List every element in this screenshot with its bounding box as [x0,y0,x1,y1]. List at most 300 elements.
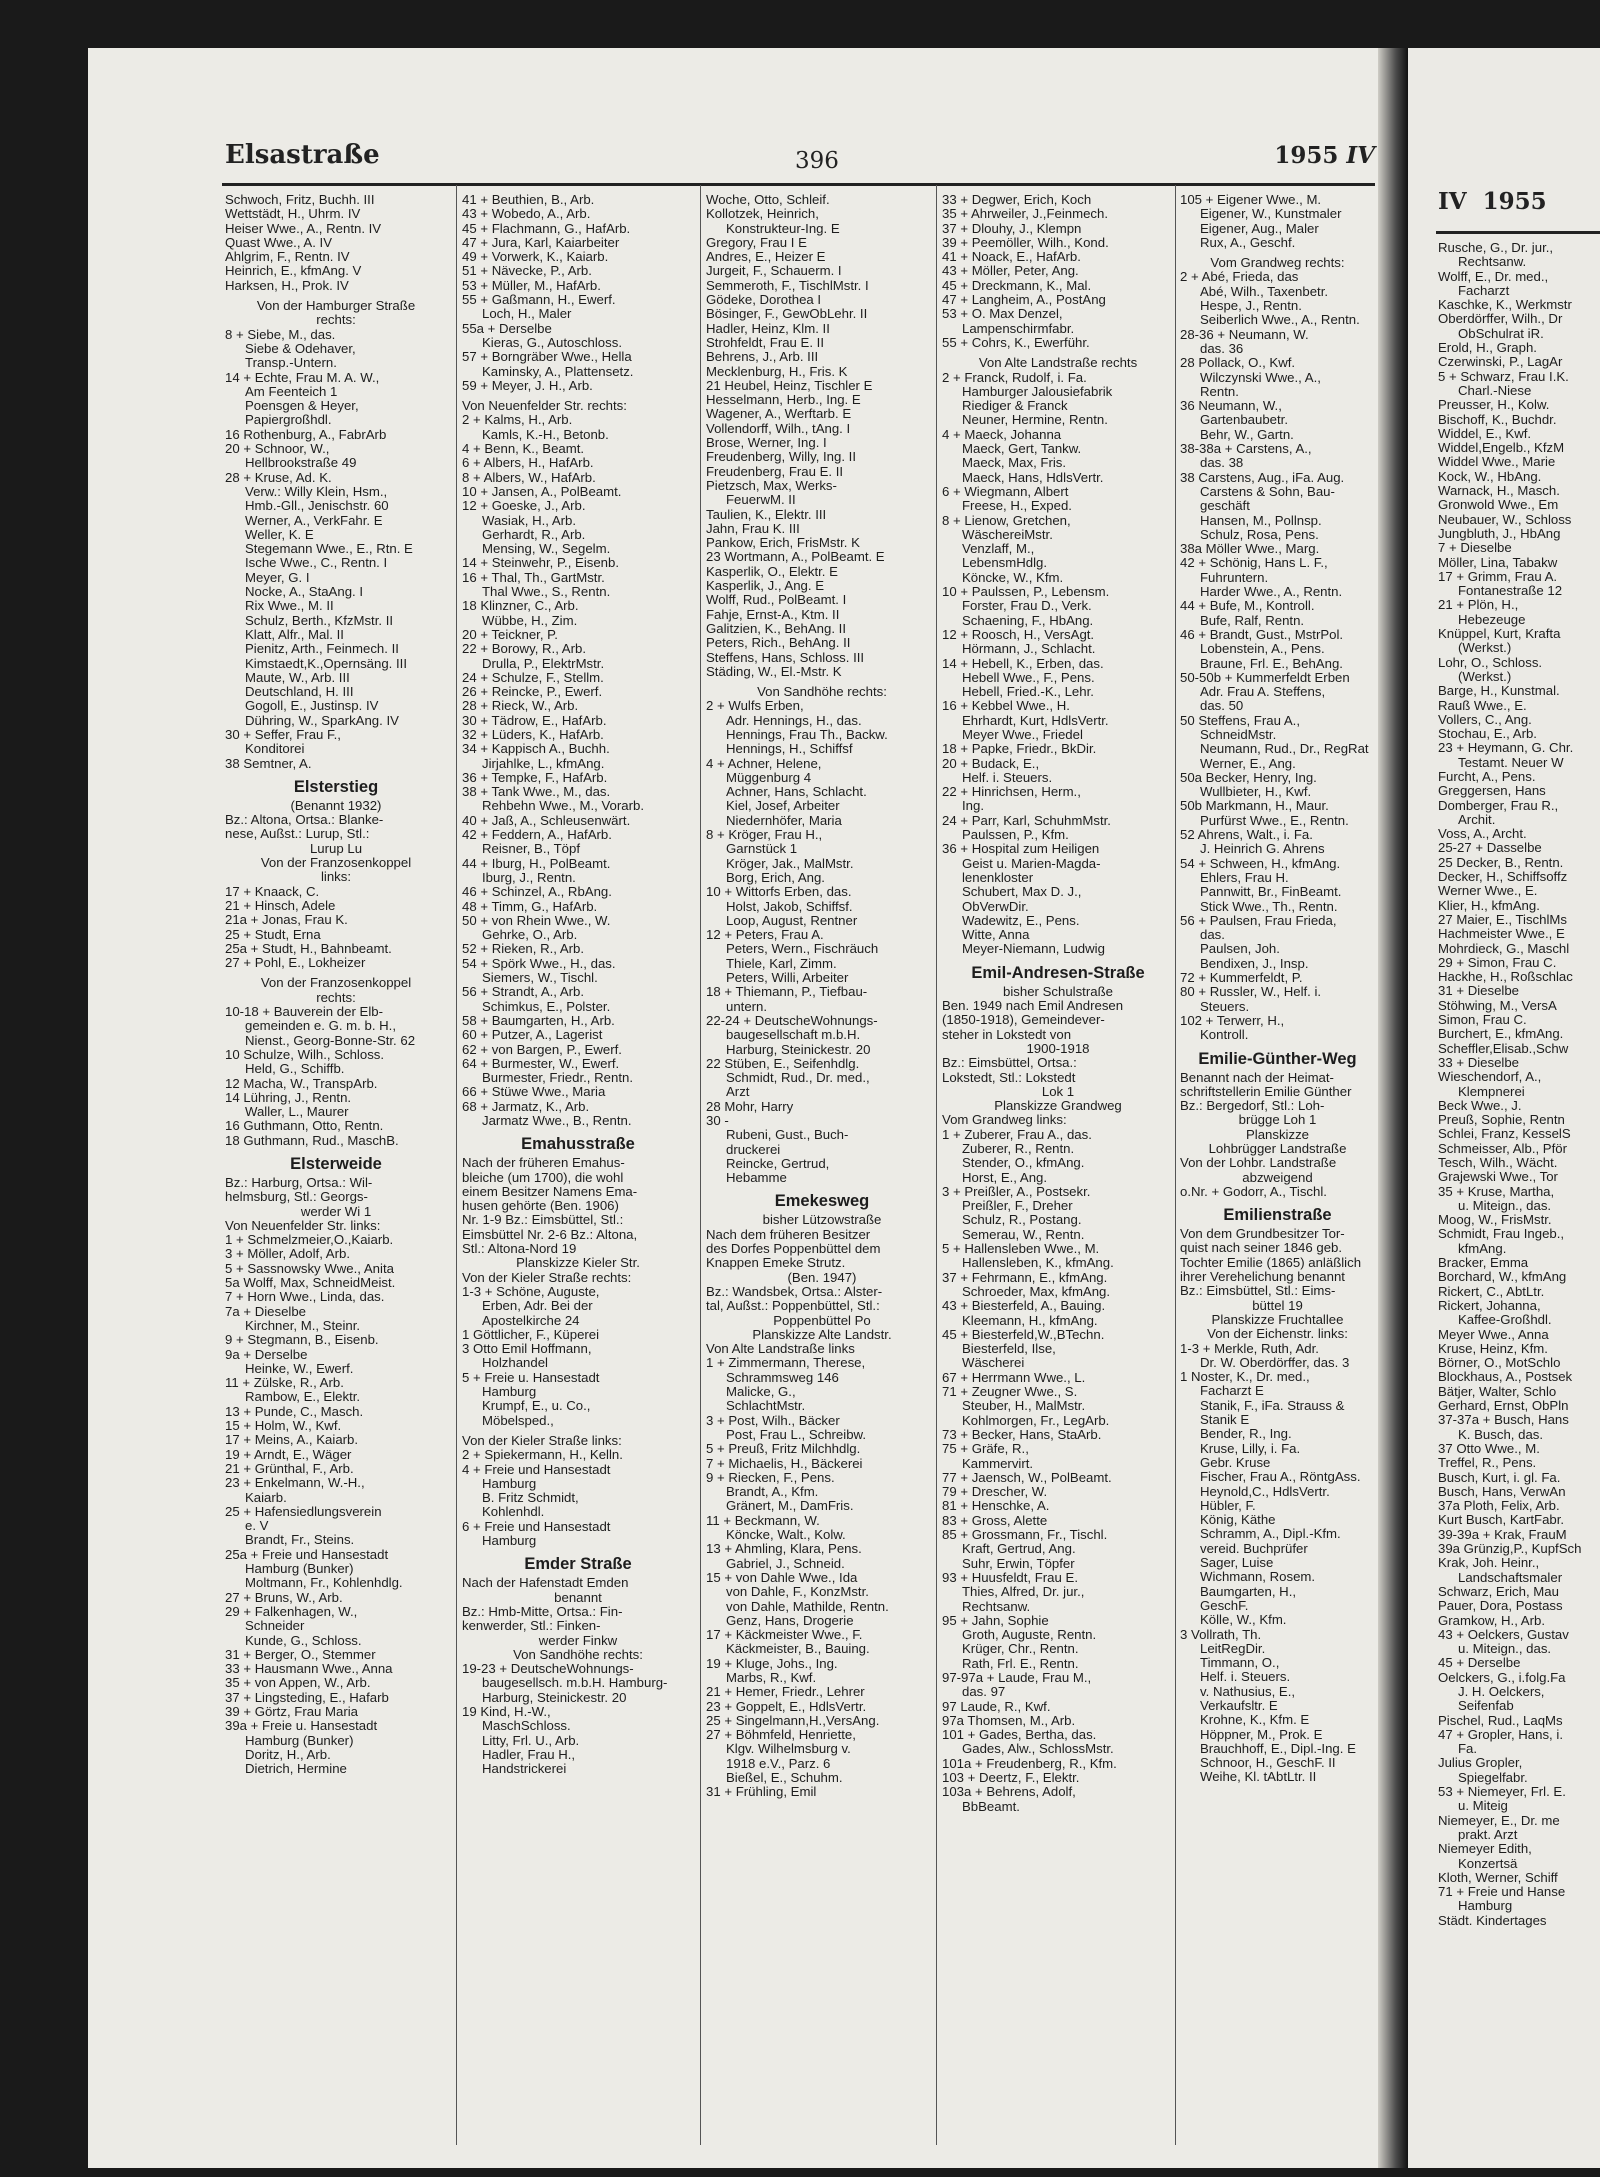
directory-entry: Kaiarb. [245,1489,287,1505]
directory-entry: Burchert, E., kfmAng. [1438,1026,1564,1042]
directory-entry: 59 + Meyer, J. H., Arb. [462,377,593,393]
directory-entry: Paulsen, Joh. [1200,941,1280,957]
directory-entry: 105 + Eigener Wwe., M. [1180,193,1322,207]
directory-entry: Von der Hamburger Straße [256,298,416,314]
directory-entry: abzweigend [1242,1169,1313,1185]
directory-entry: Stanik E [1200,1412,1250,1428]
directory-entry: 12 Macha, W., TranspArb. [225,1075,378,1091]
directory-entry: Groth, Auguste, Rentn. [962,1627,1097,1643]
directory-entry: husen gehörte (Ben. 1906) [462,1198,619,1214]
directory-entry: Widdel Wwe., Marie [1438,454,1556,470]
directory-entry: Kraft, Gertrud, Ang. [962,1541,1076,1557]
directory-entry: Hamburg [1458,1898,1513,1914]
directory-entry: Testamt. Neuer W [1458,754,1564,770]
directory-entry: u. Miteig [1458,1798,1508,1814]
directory-entry: v. Nathusius, E., [1200,1683,1296,1699]
directory-entry: 2 + Spiekermann, H., Kelln. [462,1447,623,1463]
directory-entry: 2 + Abé, Frieda, das [1180,269,1299,285]
directory-entry: Harburg, Steinickestr. 20 [726,1041,871,1057]
directory-entry: Ing. [962,798,984,814]
directory-entry: Preißler, F., Dreher [962,1198,1073,1214]
directory-entry: Hadler, Heinz, Klm. II [706,320,830,336]
directory-entry: Widdel,Engelb., KfzM [1438,440,1565,456]
directory-entry: 42 + Feddern, A., HafArb. [462,827,612,843]
directory-entry: Apostelkirche 24 [482,1312,580,1328]
directory-entry: Rusche, G., Dr. jur., [1438,241,1554,255]
directory-entry: Riediger & Franck [962,398,1068,414]
directory-entry: Gronwold Wwe., Em [1438,497,1559,513]
directory-entry: 79 + Drescher, W. [942,1484,1048,1500]
directory-entry: 97 Laude, R., Kwf. [942,1698,1051,1714]
directory-entry: Hebell Wwe., F., Pens. [962,669,1095,685]
directory-entry: Kiel, Josef, Arbeiter [726,798,840,814]
directory-entry: Planskizze Grandweg [994,1098,1122,1114]
directory-entry: Planskizze [1245,1126,1310,1142]
directory-entry: 50-50b + Kummerfeldt Erben [1180,669,1350,685]
directory-entry: 18 + Papke, Friedr., BkDir. [942,741,1097,757]
directory-entry: BbBeamt. [962,1798,1020,1814]
directory-entry: 73 + Becker, Hans, StaArb. [942,1426,1102,1442]
directory-entry: Horst, E., Ang. [962,1169,1048,1185]
column-1 [225,193,447,2143]
directory-entry: das. 97 [962,1684,1006,1700]
directory-entry: helmsburg, Stl.: Georgs- [225,1189,368,1205]
directory-entry: Taulien, K., Elektr. III [706,506,827,522]
directory-entry: Rickert, Johanna, [1438,1297,1541,1313]
directory-entry: Achner, Hans, Schlacht. [726,784,867,800]
directory-entry: 33 + Dieselbe [1438,1054,1520,1070]
directory-entry: Steuers. [1200,998,1250,1014]
directory-entry: Harder Wwe., A., Rentn. [1200,584,1343,600]
directory-entry: 72 + Kummerfeldt, P. [1180,970,1303,986]
directory-entry: Neuner, Hermine, Rentn. [962,412,1108,428]
directory-entry: (Ben. 1947) [787,1269,857,1285]
directory-entry: Reincke, Gertrud, [726,1155,830,1171]
directory-entry: Niedernhöfer, Maria [726,812,842,828]
right-column [1438,241,1600,2168]
directory-entry: Doritz, H., Arb. [245,1746,331,1762]
directory-entry: 39 + Görtz, Frau Maria [225,1703,359,1719]
directory-entry: Gabriel, J., Schneid. [726,1555,845,1571]
directory-entry: Heiser Wwe., A., Rentn. IV [225,220,382,236]
directory-entry: 17 + Grimm, Frau A. [1438,568,1558,584]
directory-entry: B. Fritz Schmidt, [482,1490,579,1506]
directory-entry: Abé, Wilh., Taxenbetr. [1200,283,1329,299]
directory-entry: 43 + Möller, Peter, Ang. [942,263,1079,279]
directory-entry: Hamburg [482,1533,537,1549]
directory-entry: Galitzien, K., BehAng. II [706,620,847,636]
directory-entry: 55a + Derselbe [462,320,552,336]
directory-entry: 49 + Vorwerk, K., Kaiarb. [462,249,609,265]
directory-entry: Bendixen, J., Insp. [1200,955,1309,971]
directory-entry: 71 + Freie und Hanse [1438,1884,1566,1900]
directory-entry: Wäscherei [962,1355,1025,1371]
directory-entry: Siemers, W., Tischl. [482,970,598,986]
directory-entry: Quast Wwe., A. IV [225,234,332,250]
directory-entry: Hellbrookstraße 49 [245,455,357,471]
directory-entry: 64 + Burmester, W., Ewerf. [462,1055,620,1071]
directory-entry: K. Busch, das. [1458,1426,1544,1442]
directory-entry: Peters, Rich., BehAng. II [706,635,851,651]
directory-entry: 45 + Biesterfeld,W.,BTechn. [942,1326,1105,1342]
directory-entry: Kloth, Werner, Schiff [1438,1869,1558,1885]
directory-entry: Kröger, Jak., MalMstr. [726,855,854,871]
directory-entry: Möbelsped., [482,1412,554,1428]
directory-entry: von Dahle, F., KonzMstr. [726,1584,869,1600]
directory-entry: Hackhe, H., Roßschlac [1438,969,1573,985]
directory-entry: u. Miteign., das. [1458,1641,1552,1657]
directory-entry: Rechtsanw. [1458,254,1527,270]
directory-entry: Planskizze Kieler Str. [516,1255,640,1271]
directory-entry: Landschaftsmaler [1458,1569,1563,1585]
directory-entry: Schulz, Berth., KfzMstr. II [245,612,394,628]
directory-entry: 81 + Henschke, A. [942,1498,1050,1514]
directory-entry: 44 + Bufe, M., Kontroll. [1180,598,1315,614]
directory-entry: 41 + Noack, E., HafArb. [942,249,1081,265]
directory-entry: Furcht, A., Pens. [1438,768,1536,784]
directory-entry: Rauß Wwe., E. [1438,697,1527,713]
directory-entry: lenenkloster [962,869,1034,885]
directory-entry: (Werkst.) [1458,640,1512,656]
directory-entry: brügge Loh 1 [1238,1112,1317,1128]
directory-entry: 56 + Paulsen, Frau Frieda, [1180,912,1337,928]
directory-entry: 37 + Fehrmann, E., kfmAng. [942,1269,1108,1285]
directory-entry: 3 + Möller, Adolf, Arb. [225,1246,350,1262]
directory-entry: Gerhardt, R., Arb. [482,526,586,542]
directory-entry: Eigener, W., Kunstmaler [1200,206,1342,222]
directory-entry: 5 + Freie u. Hansestadt [462,1369,600,1385]
directory-entry: Nach der Hafenstadt Emden [462,1575,629,1591]
directory-entry: 54 + Spörk Wwe., H., das. [462,955,616,971]
directory-entry: 37-37a + Busch, Hans [1438,1412,1569,1428]
directory-entry: 58 + Baumgarten, H., Arb. [462,1012,615,1028]
directory-entry: werder Wi 1 [300,1203,372,1219]
directory-entry: 23 Wortmann, A., PolBeamt. E [706,549,885,565]
directory-entry: 25 + Hafensiedlungsverein [225,1503,382,1519]
directory-entry: Siebe & Odehaver, [245,340,356,356]
directory-entry: Oberdörffer, Wilh., Dr [1438,311,1563,327]
directory-entry: Witte, Anna [962,927,1030,943]
directory-entry: 45 + Dreckmann, K., Mal. [942,277,1092,293]
directory-entry: Rux, A., Geschf. [1200,234,1296,250]
directory-entry: Von Sandhöhe rechts: [757,684,887,700]
directory-entry: 47 + Gropler, Hans, i. [1438,1726,1563,1742]
directory-entry: 20 + Budack, E., [942,755,1040,771]
directory-entry: 18 Guthmann, Rud., MaschB. [225,1132,399,1148]
directory-entry: Kimstaedt,K.,Opernsäng. III [245,655,407,671]
directory-entry: Schwoch, Fritz, Buchh. III [225,193,375,207]
directory-entry: 4 + Freie und Hansestadt [462,1461,611,1477]
directory-entry: Hespe, J., Rentn. [1200,298,1302,314]
directory-entry: des Dorfes Poppenbüttel dem [706,1241,881,1257]
directory-entry: 41 + Beuthien, B., Arb. [462,193,595,207]
directory-entry: Erben, Adr. Bei der [482,1298,593,1314]
directory-entry: Heinrich, E., kfmAng. V [225,263,362,279]
directory-entry: Tochter Emilie (1865) anläßlich [1180,1254,1362,1270]
directory-entry: 39a Grünzig,P., KupfSch [1438,1541,1582,1557]
directory-entry: werder Finkw [538,1632,618,1648]
directory-entry: Hmb.-Gll., Jenischstr. 60 [245,498,389,514]
directory-entry: 50 + von Rhein Wwe., W. [462,912,611,928]
directory-entry: 21a + Jonas, Frau K. [225,912,348,928]
directory-entry: 3 Otto Emil Hoffmann, [462,1341,592,1357]
directory-entry: Facharzt [1458,282,1510,298]
directory-entry: 55 + Cohrs, K., Ewerführ. [942,334,1090,350]
directory-entry: 25a + Freie und Hansestadt [225,1546,389,1562]
directory-entry: 46 + Brandt, Gust., MstrPol. [1180,626,1344,642]
directory-entry: Hadler, Frau H., [482,1746,576,1762]
directory-entry: Kruse, Heinz, Kfm. [1438,1340,1548,1356]
directory-entry: 22 + Borowy, R., Arb. [462,641,586,657]
directory-entry: 1-3 + Merkle, Ruth, Adr. [1180,1340,1319,1356]
directory-entry: Bz.: Eimsbüttel, Ortsa.: [942,1055,1077,1071]
directory-entry: Spiegelfabr. [1458,1769,1528,1785]
directory-entry: 28 Pollack, O., Kwf. [1180,355,1296,371]
directory-entry: Bz.: Altona, Ortsa.: Blanke- [225,812,384,828]
directory-entry: das. 36 [1200,340,1244,356]
directory-entry: Kohlmorgen, Fr., LegArb. [962,1412,1110,1428]
directory-entry: Mecklenburg, H., Fris. K [706,363,848,379]
directory-entry: Widdel, E., Kwf. [1438,425,1532,441]
column-divider [700,185,701,2145]
directory-entry: Deutschland, H. III [245,684,354,700]
directory-entry: das. 50 [1200,698,1244,714]
directory-entry: Schrammsweg 146 [726,1369,839,1385]
directory-entry: Stl.: Altona-Nord 19 [462,1241,577,1257]
directory-entry: Hamburg [482,1384,537,1400]
directory-entry: 23 + Enkelmann, W.-H., [225,1475,365,1491]
directory-entry: 52 + Rieken, R., Arb. [462,941,585,957]
directory-entry: Erold, H., Graph. [1438,340,1537,356]
directory-entry: 7 + Michaelis, H., Bäckerei [706,1455,863,1471]
directory-entry: Loop, August, Rentner [726,912,858,928]
directory-entry: 11 + Zülske, R., Arb. [225,1375,344,1391]
directory-entry: Von dem Grundbesitzer Tor- [1180,1226,1345,1242]
directory-entry: Helf. i. Steuers. [1200,1669,1291,1685]
directory-entry: kenwerder, Stl.: Finken- [462,1618,601,1634]
directory-entry: Genz, Hans, Drogerie [726,1612,854,1628]
directory-entry: Fuhruntern. [1200,569,1269,585]
directory-entry: Baumgarten, H., [1200,1583,1297,1599]
directory-entry: Gränert, M., DamFris. [726,1498,854,1514]
directory-entry: Jungbluth, J., HbAng [1438,525,1561,541]
directory-entry: 14 + Hebell, K., Erben, das. [942,655,1104,671]
directory-entry: Decker, H., Schiffsoffz [1438,869,1568,885]
directory-entry: Ehlers, Frau H. [1200,869,1289,885]
directory-entry: Steuber, H., MalMstr. [962,1398,1086,1414]
directory-entry: Kaminsky, A., Plattensetz. [482,363,634,379]
directory-entry: 50a Becker, Henry, Ing. [1180,769,1317,785]
directory-entry: Schlei, Franz, KesselS [1438,1126,1571,1142]
directory-entry: Schmidt, Rud., Dr. med., [726,1070,870,1086]
directory-entry: Harksen, H., Prok. IV [225,277,349,293]
directory-entry: 60 + Putzer, A., Lagerist [462,1027,603,1043]
directory-entry: rechts: [316,312,356,328]
directory-entry: 19-23 + DeutscheWohnungs- [462,1661,634,1677]
directory-entry: 38 Carstens, Aug., iFa. Aug. [1180,469,1345,485]
directory-entry: Wasiak, H., Arb. [482,512,577,528]
directory-entry: Jahn, Frau K. III [706,520,800,536]
directory-entry: bleiche (um 1700), die wohl [462,1169,624,1185]
directory-entry: Von Alte Landstraße links [706,1341,855,1357]
directory-entry: 31 + Dieselbe [1438,983,1520,999]
directory-entry: Thiele, Karl, Zimm. [726,955,837,971]
directory-entry: 1-3 + Schöne, Auguste, [462,1283,600,1299]
directory-entry: Transp.-Untern. [245,355,337,371]
directory-entry: Adr. Frau A. Steffens, [1200,684,1326,700]
directory-entry: 1 Noster, K., Dr. med., [1180,1369,1310,1385]
directory-entry: Strohfeldt, Frau E. II [706,334,825,350]
directory-entry: tal, Außst.: Poppenbüttel, Stl.: [706,1298,880,1314]
directory-entry: 67 + Herrmann Wwe., L. [942,1369,1086,1385]
directory-entry: Marbs, R., Kwf. [726,1669,817,1685]
directory-entry: von Dahle, Mathilde, Rentn. [726,1598,889,1614]
directory-entry: Suhr, Erwin, Töpfer [962,1555,1075,1571]
street-heading: Emekesweg [774,1192,870,1211]
directory-entry: (Benannt 1932) [290,797,382,813]
directory-entry: Planskizze Fruchtallee [1211,1311,1344,1327]
directory-entry: Von der Kieler Straße links: [462,1432,622,1448]
directory-entry: Poensgen & Heyer, [245,398,359,414]
directory-entry: Hebamme [726,1170,787,1186]
directory-entry: o.Nr. + Godorr, A., Tischl. [1180,1183,1327,1199]
directory-entry: 10 + Paulssen, P., Lebensm. [942,584,1110,600]
directory-entry: 17 + Knaack, C. [225,883,320,899]
directory-entry: Von der Lohbr. Landstraße [1180,1155,1337,1171]
directory-entry: Vollendorff, Wilh., tAng. I [706,420,851,436]
directory-entry: 30 + Seffer, Frau F., [225,726,341,742]
directory-entry: Köncke, W., Kfm. [962,569,1064,585]
directory-entry: Wieschendorf, A., [1438,1069,1542,1085]
directory-entry: Mensing, W., Segelm. [482,541,611,557]
directory-entry: Thal Wwe., S., Rentn. [482,584,611,600]
directory-entry: rechts: [316,989,356,1005]
directory-entry: 97a Thomsen, M., Arb. [942,1712,1076,1728]
directory-entry: Adr. Hennings, H., das. [726,712,862,728]
directory-entry: Hamburg [482,1475,537,1491]
directory-entry: Ahlgrim, F., Rentn. IV [225,249,350,265]
directory-entry: 19 Kind, H.-W., [462,1703,551,1719]
directory-entry: 37 + Dlouhy, J., Klempn [942,220,1082,236]
directory-entry: Venzlaff, M., [962,541,1035,557]
running-head-street: Elsastraße [225,140,380,170]
directory-entry: Stöhwing, M., VersA [1438,997,1557,1013]
directory-entry: Kaffee-Großhdl. [1458,1312,1552,1328]
directory-entry: 97-97a + Laude, Frau M., [942,1669,1092,1685]
directory-entry: Bischoff, K., Buchdr. [1438,411,1557,427]
directory-entry: 34 + Kappisch A., Buchh. [462,741,610,757]
directory-entry: Thies, Alfred, Dr. jur., [962,1584,1085,1600]
directory-entry: Schmidt, Frau Ingeb., [1438,1226,1565,1242]
directory-entry: Schwarz, Erich, Mau [1438,1583,1559,1599]
directory-entry: Schubert, Max D. J., [962,884,1082,900]
directory-entry: 35 + Ahrweiler, J.,Feinmech. [942,206,1109,222]
directory-entry: MaschSchloss. [482,1718,571,1734]
directory-entry: 39a + Freie u. Hansestadt [225,1718,378,1734]
directory-entry: 25 + Studt, Erna [225,926,321,942]
directory-entry: Fahje, Ernst-A., Ktm. II [706,606,840,622]
directory-entry: Held, G., Schiffb. [245,1061,345,1077]
directory-entry: 13 + Punde, C., Masch. [225,1403,364,1419]
directory-entry: Verkaufsltr. E [1200,1697,1278,1713]
directory-entry: Bätjer, Walter, Schlo [1438,1383,1557,1399]
directory-entry: 43 + Biesterfeld, A., Bauing. [942,1298,1106,1314]
directory-entry: Lok 1 [1041,1083,1075,1099]
directory-entry: 30 - [706,1113,729,1128]
directory-entry: Wadewitz, E., Pens. [962,912,1080,928]
directory-entry: SchlachtMstr. [726,1398,806,1414]
directory-entry: Fischer, Frau A., RöntgAss. [1200,1469,1361,1485]
directory-entry: Von der Kieler Straße rechts: [462,1269,632,1285]
directory-entry: 7a + Dieselbe [225,1303,307,1319]
directory-entry: druckerei [726,1141,781,1157]
directory-entry: 44 + Iburg, H., PolBeamt. [462,855,611,871]
directory-entry: Kammervirt. [962,1455,1034,1471]
directory-entry: 45 + Derselbe [1438,1655,1521,1671]
directory-entry: Preuß, Sophie, Rentn [1438,1112,1565,1128]
column-2 [462,193,694,2143]
directory-entry: Forster, Frau D., Verk. [962,598,1092,614]
directory-entry: 16 + Thal, Th., GartMstr. [462,569,605,585]
directory-entry: 23 + Goppelt, E., HdlsVertr. [706,1698,867,1714]
directory-entry: 24 + Parr, Karl, SchuhmMstr. [942,812,1111,828]
directory-entry: Rickert, C., AbtLtr. [1438,1283,1545,1299]
directory-entry: Helf. i. Steuers. [962,769,1053,785]
directory-entry: bisher Lützowstraße [762,1212,882,1228]
directory-entry: 38 + Tank Wwe., M., das. [462,784,611,800]
directory-entry: Meyer Wwe., Friedel [962,726,1083,742]
directory-entry: 52 Ahrens, Walt., i. Fa. [1180,827,1313,843]
running-head-year [1274,142,1375,169]
directory-entry: Krak, Joh. Heinr., [1438,1555,1540,1571]
directory-entry: Timmann, O., [1200,1655,1280,1671]
directory-entry: 35 + Kruse, Martha, [1438,1183,1555,1199]
directory-entry: Reisner, B., Töpf [482,841,580,857]
directory-entry: WäschereiMstr. [962,526,1053,542]
directory-entry: Bz.: Wandsbek, Ortsa.: Alster- [706,1283,883,1299]
column-divider [936,185,937,2145]
directory-entry: ihrer Verehelichung benannt [1180,1269,1345,1285]
directory-entry: nese, Außst.: Lurup, Stl.: [225,826,370,842]
directory-entry: 1 Göttlicher, F., Küperei [462,1326,600,1342]
directory-entry: Köncke, Walt., Kolw. [726,1527,846,1543]
directory-entry: Andres, E., Heizer E [706,249,826,265]
directory-entry: 20 + Schnoor, W., [225,441,330,457]
directory-entry: Bracker, Emma [1438,1255,1529,1271]
directory-entry: Jirjahlke, L., kfmAng. [482,755,605,771]
directory-entry: Börner, O., MotSchlo [1438,1355,1561,1371]
street-heading: Elsterweide [290,1155,382,1173]
directory-entry: Simon, Frau C. [1438,1012,1527,1028]
directory-entry: Kleemann, H., kfmAng. [962,1312,1098,1328]
street-heading: Emahusstraße [521,1135,635,1154]
directory-entry: Peters, Willi, Arbeiter [726,970,849,986]
directory-entry: 2 + Wulfs Erben, [706,698,804,714]
directory-entry: Klier, H., kfmAng. [1438,897,1540,913]
directory-entry: Lokstedt, Stl.: Lokstedt [942,1069,1076,1085]
directory-entry: Brandt, A., Kfm. [726,1484,819,1500]
directory-entry: Knappen Emeke Strutz. [706,1255,846,1271]
directory-entry: 37 + Lingsteding, E., Hafarb [225,1689,389,1705]
directory-entry: Werner, E., Ang. [1200,755,1296,771]
directory-entry: 25 + Singelmann,H.,VersAng. [706,1712,880,1728]
directory-entry: 14 + Steinwehr, P., Eisenb. [462,555,620,571]
directory-entry: Malicke, G., [726,1384,796,1400]
directory-entry: Busch, Hans, VerwAn [1438,1483,1566,1499]
column-3 [706,193,938,2143]
directory-entry: Lohbrügger Landstraße [1208,1141,1347,1156]
directory-entry: Burmester, Friedr., Rentn. [482,1070,633,1086]
